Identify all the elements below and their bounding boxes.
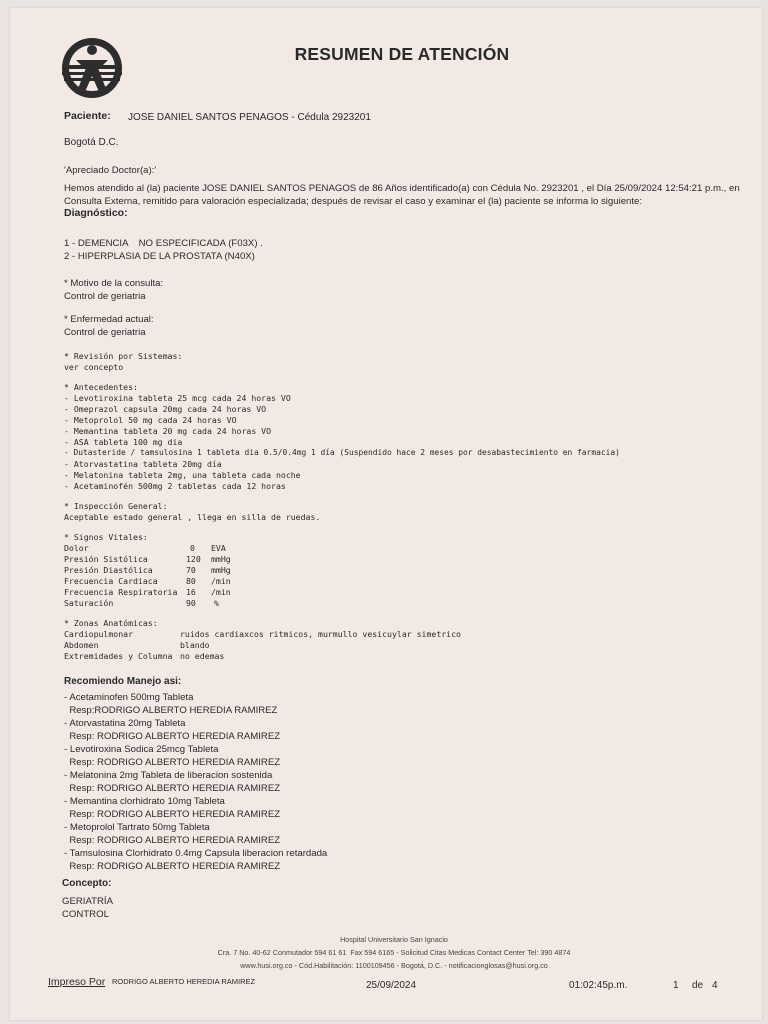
antecedente-item: - Atorvastatina tableta 20mg día (64, 459, 222, 469)
signos-name: Dolor (64, 543, 89, 553)
page-number: 1 (673, 980, 679, 991)
signos-name: Presión Sistólica (64, 554, 148, 564)
revision-label: * Revisión por Sistemas: (64, 351, 183, 361)
manejo-line: Resp: RODRIGO ALBERTO HEREDIA RAMIREZ (64, 835, 281, 846)
signos-unit: /min (211, 587, 231, 597)
printed-by-label: Impreso Por (48, 976, 106, 988)
signos-name: Presión Diastólica (64, 565, 153, 575)
greeting: 'Apreciado Doctor(a):' (64, 165, 157, 176)
manejo-line: - Tamsulosina Clorhidrato 0.4mg Capsula liberacion retardada (64, 848, 328, 859)
manejo-line: - Acetaminofen 500mg Tableta (64, 692, 194, 703)
inspeccion-value: Aceptable estado general , llega en silla de ruedas. (64, 512, 321, 522)
antecedente-item: - Dutasteride / tamsulosina 1 tableta dia 0.5/0.4mg 1 día (Suspendido hace 2 meses por desabastecimiento en farmacia) (64, 448, 620, 457)
diagnostico-label: Diagnóstico: (64, 207, 128, 219)
print-date: 25/09/2024 (366, 980, 417, 991)
zonas-label: * Zonas Anatómicas: (64, 618, 158, 628)
manejo-line: - Atorvastatina 20mg Tableta (64, 718, 186, 729)
signos-unit: /min (211, 576, 231, 586)
zona-value: blando (180, 640, 210, 650)
motivo-value: Control de geriatria (64, 291, 146, 302)
page-total: 4 (712, 980, 718, 991)
intro-line-2: Consulta Externa, remitido para valoración especializada; después de revisar el caso y examinar el (la) paciente se informa lo siguiente: (64, 196, 643, 207)
manejo-label: Recomiendo Manejo asi: (64, 676, 182, 687)
signos-value: 120 (186, 554, 201, 564)
manejo-line: Resp: RODRIGO ALBERTO HEREDIA RAMIREZ (64, 731, 281, 742)
manejo-line: - Memantina clorhidrato 10mg Tableta (64, 796, 225, 807)
intro-line-1: Hemos atendido al (la) paciente JOSE DANIEL SANTOS PENAGOS de 86 Años identificado(a) con Cédula No. 2923201 , el Día 25/09/2024 12:54:21 p.m., en (64, 183, 740, 194)
signos-name: Frecuencia Respiratoria (64, 587, 178, 597)
printed-by-value: RODRIGO ALBERTO HEREDIA RAMIREZ (112, 977, 256, 986)
footer-web: www.husi.org.co - Cód.Habilitación: 1100109456 - Bogotá, D.C. - notificacionglosas@husi.org.co (240, 961, 548, 970)
manejo-line: - Metoprolol Tartrato 50mg Tableta (64, 822, 210, 833)
manejo-line: Resp: RODRIGO ALBERTO HEREDIA RAMIREZ (64, 861, 281, 872)
patient-value: JOSE DANIEL SANTOS PENAGOS - Cédula 2923201 (128, 112, 371, 123)
signos-value: 70 (186, 565, 196, 575)
antecedentes-label: * Antecedentes: (64, 382, 138, 392)
enfermedad-value: Control de geriatria (64, 327, 146, 338)
signos-name: Saturación (64, 598, 114, 608)
page-of: de (692, 980, 704, 991)
antecedente-item: - Melatonina tableta 2mg, una tableta cada noche (64, 470, 301, 480)
page-title: RESUMEN DE ATENCIÓN (294, 44, 510, 64)
signos-value: 80 (186, 576, 196, 586)
antecedente-item: - Omeprazol capsula 20mg cada 24 horas VO (64, 404, 267, 414)
revision-value: ver concepto (64, 362, 124, 372)
zona-value: ruidos cardiaxcos ritmicos, murmullo vesicuylar simetrico (180, 629, 461, 639)
city: Bogotá D.C. (64, 137, 119, 148)
signos-value: 0 (190, 543, 195, 553)
zona-name: Cardiopulmonar (64, 629, 134, 639)
manejo-line: Resp:RODRIGO ALBERTO HEREDIA RAMIREZ (64, 705, 278, 716)
zona-value: no edemas (180, 651, 225, 661)
concepto-line: CONTROL (62, 909, 109, 920)
signos-value: 16 (186, 587, 196, 597)
patient-label: Paciente: (64, 110, 111, 122)
signos-unit: EVA (211, 543, 226, 553)
signos-name: Frecuencia Cardiaca (64, 576, 158, 586)
manejo-line: Resp: RODRIGO ALBERTO HEREDIA RAMIREZ (64, 757, 281, 768)
inspeccion-label: * Inspección General: (64, 501, 168, 511)
diagnostico-item: 2 - HIPERPLASIA DE LA PROSTATA (N40X) (64, 251, 255, 262)
print-time: 01:02:45p.m. (569, 980, 628, 991)
signos-unit: % (214, 598, 219, 608)
enfermedad-label: * Enfermedad actual: (64, 314, 154, 325)
antecedente-item: - Memantina tableta 20 mg cada 24 horas VO (64, 426, 272, 436)
manejo-line: Resp: RODRIGO ALBERTO HEREDIA RAMIREZ (64, 809, 281, 820)
signos-unit: mmHg (211, 554, 231, 564)
antecedente-item: - ASA tableta 100 mg dia (64, 437, 183, 447)
signos-label: * Signos Vitales: (64, 532, 148, 542)
concepto-line: GERIATRÍA (62, 896, 113, 907)
signos-value: 90 (186, 598, 196, 608)
manejo-line: Resp: RODRIGO ALBERTO HEREDIA RAMIREZ (64, 783, 281, 794)
motivo-label: * Motivo de la consulta: (64, 278, 164, 289)
footer-hospital: Hospital Universitario San Ignacio (340, 935, 448, 944)
hospital-logo-icon (56, 32, 128, 104)
footer-address: Cra. 7 No. 40-62 Conmutador 594 61 61 Fax 594 6165 - Solicitud Citas Medicas Contact Center Tel: 390 4874 (217, 948, 571, 957)
manejo-line: - Melatonina 2mg Tableta de liberacion sostenida (64, 770, 273, 781)
signos-unit: mmHg (211, 565, 231, 575)
zona-name: Abdomen (64, 640, 99, 650)
antecedente-item: - Acetaminofén 500mg 2 tabletas cada 12 horas (64, 481, 286, 491)
manejo-line: - Levotiroxina Sodica 25mcg Tableta (64, 744, 219, 755)
diagnostico-item: 1 - DEMENCIA NO ESPECIFICADA (F03X) . (64, 238, 263, 249)
zona-name: Extremidades y Columna (64, 651, 173, 661)
concepto-label: Concepto: (62, 878, 112, 889)
antecedente-item: - Metoprolol 50 mg cada 24 horas VO (64, 415, 237, 425)
antecedente-item: - Levotiroxina tableta 25 mcg cada 24 horas VO (64, 393, 291, 403)
